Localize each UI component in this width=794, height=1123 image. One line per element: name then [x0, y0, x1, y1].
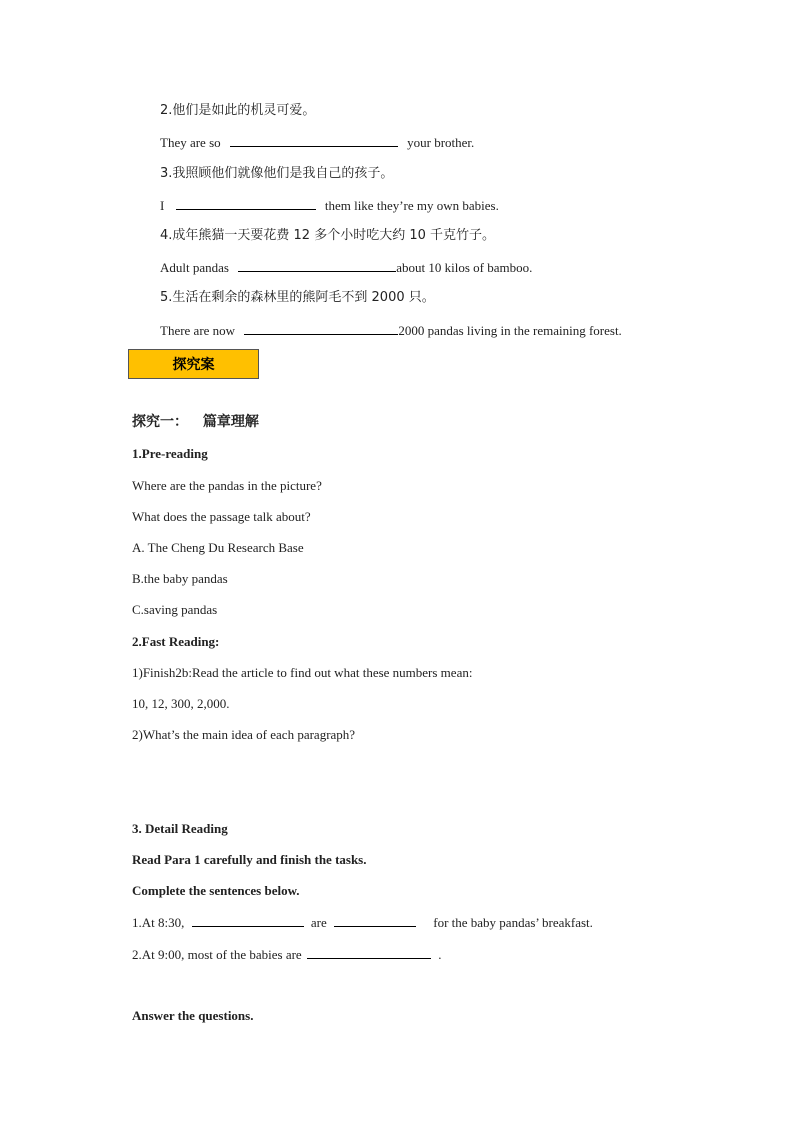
- option-a: A. The Cheng Du Research Base: [132, 540, 304, 555]
- fast-reading-heading: 2.Fast Reading:: [132, 634, 220, 649]
- q3-blank[interactable]: [176, 197, 316, 210]
- explore-one-heading: [132, 414, 259, 430]
- q2-chinese: 2.他们是如此的机灵可爱。: [160, 103, 316, 118]
- q3-english: [160, 197, 499, 214]
- detail-reading-heading: 3. Detail Reading: [132, 821, 228, 836]
- option-c: C.saving pandas: [132, 602, 218, 617]
- q5-chinese: 5.生活在剩余的森林里的熊阿毛不到 2000 只。: [160, 290, 435, 305]
- pre-reading-heading: 1.Pre-reading: [132, 446, 208, 461]
- question-where: Where are the pandas in the picture?: [132, 478, 322, 493]
- q2-english: [160, 134, 474, 151]
- q4-english: [160, 259, 532, 276]
- q5-text-after: 2000 pandas living in the remaining forest.: [398, 323, 622, 338]
- option-b: B.the baby pandas: [132, 571, 228, 586]
- numbers-list: 10, 12, 300, 2,000.: [132, 696, 230, 711]
- s1-text-b: are: [310, 915, 327, 930]
- answer-questions-heading: Answer the questions.: [132, 1008, 254, 1023]
- q3-chinese: 3.我照顾他们就像他们是我自己的孩子。: [160, 166, 394, 181]
- s1-text-c: for the baby pandas’ breakfast.: [433, 915, 593, 930]
- q4-text-after: about 10 kilos of bamboo.: [396, 260, 533, 275]
- task-2: 2)What’s the main idea of each paragraph?: [132, 727, 356, 742]
- q4-text-before: Adult pandas: [160, 260, 229, 275]
- q5-english: [160, 322, 622, 339]
- instruction-complete: Complete the sentences below.: [132, 883, 300, 898]
- s2-blank[interactable]: [307, 946, 431, 959]
- s1-blank-2[interactable]: [334, 914, 416, 927]
- s1-text-a: 1.At 8:30,: [132, 915, 185, 930]
- q3-text-before: I: [160, 198, 165, 213]
- question-what: What does the passage talk about?: [132, 509, 311, 524]
- explore-one-title: 篇章理解: [202, 414, 259, 430]
- explore-one-label: 探究一：: [132, 414, 188, 430]
- detail-sentence-1: [132, 914, 593, 931]
- s2-text-b: .: [438, 947, 442, 962]
- instruction-read-para: Read Para 1 carefully and finish the tasks.: [132, 852, 367, 867]
- explore-section-banner: 探究案: [128, 349, 259, 379]
- q2-blank[interactable]: [230, 134, 398, 147]
- q5-blank[interactable]: [244, 322, 398, 335]
- s2-text-a: 2.At 9:00, most of the babies are: [132, 947, 302, 962]
- q4-blank[interactable]: [238, 259, 396, 272]
- q5-text-before: There are now: [160, 323, 236, 338]
- q4-chinese: 4.成年熊猫一天要花费 12 多个小时吃大约 10 千克竹子。: [160, 228, 496, 243]
- q3-text-after: them like they’re my own babies.: [324, 198, 499, 213]
- task-1: 1)Finish2b:Read the article to find out what these numbers mean:: [132, 665, 473, 680]
- detail-sentence-2: [132, 946, 441, 963]
- q2-text-before: They are so: [160, 135, 221, 150]
- q2-text-after: your brother.: [407, 135, 475, 150]
- s1-blank-1[interactable]: [192, 914, 304, 927]
